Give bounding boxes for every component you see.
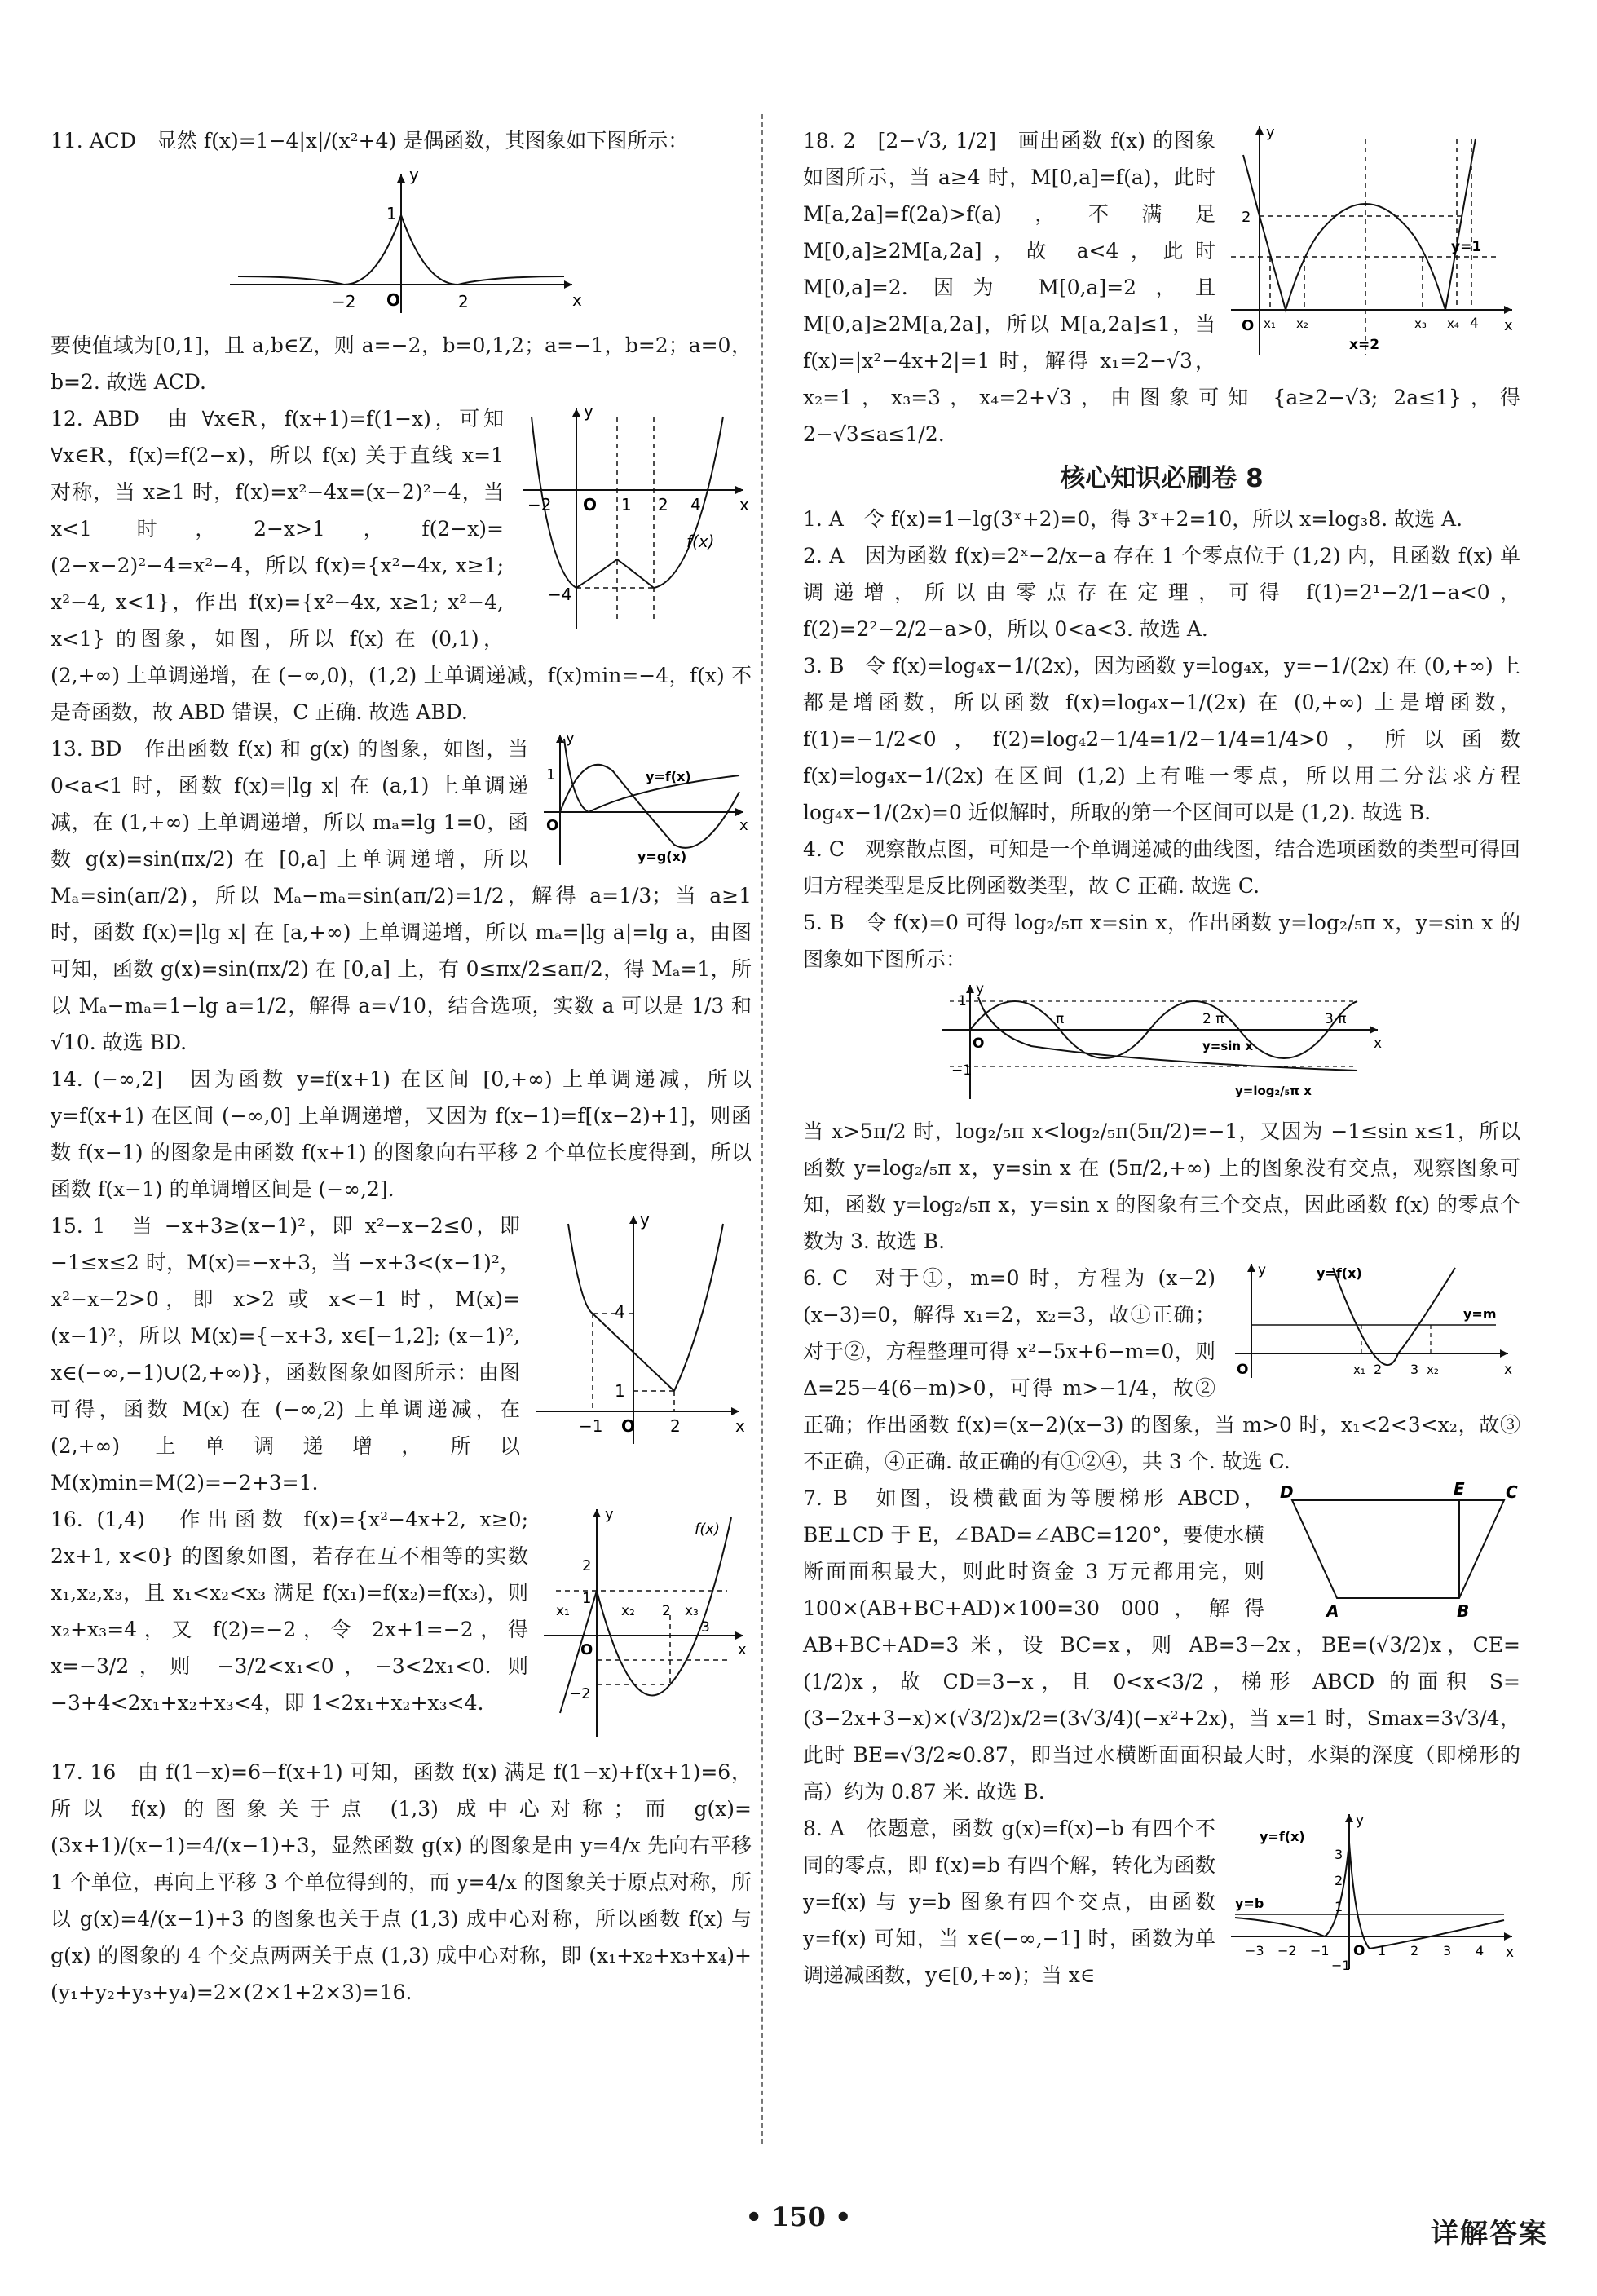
figure-13 [540, 731, 752, 872]
page-number: • 150 • [745, 2201, 852, 2232]
tick-label: −1 [1310, 1943, 1330, 1958]
figure-5 [803, 981, 1520, 1106]
curve-label: f(x) [695, 1521, 721, 1538]
graph-13 [540, 731, 752, 869]
problem-11: 11. ACD 显然 f(x)=1−4|x|/(x²+4) 是偶函数，其图象如下图所示： [51, 129, 689, 152]
tick-label: 4 [615, 1302, 625, 1322]
tick-label: −4 [548, 585, 572, 604]
curve-label: y=f(x) [646, 769, 691, 784]
curve-label: y=f(x) [1317, 1265, 1362, 1281]
line-label: y=1 [1451, 239, 1482, 255]
tick-label: 2 [1374, 1362, 1383, 1377]
problem-14: 14. (−∞,2] 因为函数 y=f(x+1) 在区间 [0,+∞) 上单调递减，所以 y=f(x+1) 在区间 (−∞,0] 上单调递增，又因为 f(x−1)=f[(x−2)+1]，则函数 f(x−1) 的图象是由函数 f(x+1) 的图象向右平移 2 个单位长度得到，所以函数 f(x−1) 的单调增区间是 (−∞,2]. [51, 1067, 752, 1201]
axis-y-label: y [976, 981, 985, 997]
point-label: x₃ [685, 1603, 699, 1619]
tick-label: 3 [1443, 1943, 1452, 1958]
problem-12: 12. ABD 由 ∀x∈R，f(x+1)=f(1−x)，可知 ∀x∈R，f(x)=f(2−x)，所以 f(x) 关于直线 x=1 对称，当 x≥1 时，f(x)=x²−4x=(x−2)²−4，当 x<1 时，2−x>1，f(2−x)=(2−x−2)²−4=x²−4，所以 f(x)={x²−4x, x≥1; x²−4, x<1}，作出 f(x)={x²−4x, x≥1; x²−4, x<1} 的图象，如图，所以 f(x) 在 (0,1)，(2,+∞) 上单调递增，在 (−∞,0)，(1,2) 上单调递减，f(x)min=−4，f(x) 不是奇函数，故 ABD 错误，C 正确. 故选 ABD. [51, 407, 752, 724]
tick-label: 1 [582, 1590, 592, 1607]
problem-15-block [51, 1208, 752, 1501]
curve-label: y=sin x [1202, 1039, 1253, 1053]
origin-label: O [583, 495, 598, 514]
origin-label: O [1242, 317, 1255, 334]
tick-label: 1 [958, 993, 967, 1009]
answer-4: 4. C 观察散点图，可知是一个单调递减的曲线图，结合选项函数的类型可得回归方程类型是反比例函数类型，故 C 正确. 故选 C. [803, 837, 1520, 898]
vertex-label: C [1506, 1482, 1518, 1502]
axis-y-label: y [640, 1210, 650, 1230]
axis-y-label: y [584, 401, 593, 421]
origin-label: O [973, 1035, 985, 1052]
vertex-label: A [1326, 1601, 1339, 1618]
tick-label: 1 [621, 495, 632, 514]
point-label: x₃ [1414, 316, 1427, 331]
figure-11 [51, 162, 752, 320]
tick-label: 2 [1242, 209, 1251, 226]
tick-label: −2 [332, 292, 356, 311]
axis-y-label: y [409, 165, 419, 184]
axis-y-label: y [566, 731, 575, 747]
graph-8 [1227, 1810, 1520, 1973]
line-label: y=b [1235, 1896, 1264, 1911]
point-label: x₂ [1296, 316, 1308, 331]
figure-6 [1227, 1260, 1520, 1385]
vertex-label: D [1280, 1482, 1294, 1502]
left-column [51, 122, 752, 2011]
answer-1: 1. A 令 f(x)=1−lg(3ˣ+2)=0，得 3ˣ+2=10，所以 x=log₃8. 故选 A. [803, 507, 1463, 531]
problem-13-block [51, 731, 752, 1061]
trapezoid-figure [1276, 1480, 1520, 1618]
curve-label: y=f(x) [1260, 1829, 1305, 1844]
tick-label: 3 π [1325, 1011, 1347, 1027]
line-label: y=m [1463, 1306, 1497, 1322]
graph-18 [1227, 122, 1520, 359]
tick-label: 2 [1335, 1873, 1343, 1888]
axis-x-label: x [739, 817, 748, 834]
answer-5: 5. B 令 f(x)=0 可得 log₂/₅π x=sin x，作出函数 y=log₂/₅π x，y=sin x 的图象如下图所示： [803, 911, 1520, 971]
axis-y-label: y [1356, 1813, 1365, 1829]
tick-label: 1 [386, 204, 397, 223]
tick-label: −3 [1245, 1943, 1264, 1958]
axis-y-label: y [605, 1506, 614, 1523]
problem-13: 13. BD 作出函数 f(x) 和 g(x) 的图象，如图，当 0<a<1 时，函数 f(x)=|lg x| 在 (a,1) 上单调递减，在 (1,+∞) 上单调递增，所以 mₐ=lg 1=0，函数 g(x)=sin(πx/2) 在 [0,a] 上单调递增，所以 Mₐ=sin(aπ/2)，所以 Mₐ−mₐ=sin(aπ/2)=1/2，解得 a=1/3；当 a≥1 时，函数 f(x)=|lg x| 在 [a,+∞) 上单调递增，所以 mₐ=|lg a|=lg a，由图可知，函数 g(x)=sin(πx/2) 在 [0,a] 上，有 0≤πx/2≤aπ/2，得 Mₐ=1，所以 Mₐ−mₐ=1−lg a=1/2，解得 a=√10，结合选项，实数 a 可以是 1/3 和 √10. 故选 BD. [51, 737, 752, 1054]
problem-16: 16. (1,4) 作出函数 f(x)={x²−4x+2, x≥0; 2x+1, x<0} 的图象如图，若存在互不相等的实数 x₁,x₂,x₃，且 x₁<x₂<x₃ 满足 f(x₁)=f(x₂)=f(x₃)，则 x₂+x₃=4，又 f(2)=−2，令 2x+1=−2，得 x=−3/2，则 −3/2<x₁<0，−3<2x₁<0. 则 −3+4<2x₁+x₂+x₃<4，即 1<2x₁+x₂+x₃<4. [51, 1508, 528, 1715]
problem-18-block [803, 122, 1520, 453]
figure-15 [532, 1208, 752, 1455]
axis-x-label: x [1506, 1945, 1515, 1961]
point-label: x₂ [621, 1603, 635, 1619]
origin-label: O [580, 1641, 593, 1658]
origin-label: O [1353, 1943, 1365, 1959]
tick-label: 2 [582, 1557, 592, 1574]
tick-label: 1 [1378, 1943, 1387, 1958]
curve-label: f(x) [686, 532, 715, 551]
axis-x-label: x [1504, 1362, 1513, 1378]
tick-label: −2 [1277, 1943, 1297, 1958]
tick-label: −1 [579, 1416, 603, 1436]
problem-16-block [51, 1501, 752, 1721]
figure-18 [1227, 122, 1520, 362]
origin-label: O [1237, 1362, 1249, 1378]
tick-label: 1 [615, 1381, 625, 1401]
axis-y-label: y [1266, 124, 1275, 141]
tick-label: 3 [701, 1619, 710, 1636]
answer-8-block [803, 1810, 1520, 1994]
point-label: x₁ [1353, 1362, 1365, 1377]
tick-label: 1 [546, 766, 556, 784]
point-label: x₄ [1447, 316, 1459, 331]
tick-label: 2 [1410, 1943, 1419, 1958]
graph-11 [214, 162, 589, 317]
tick-label: −2 [527, 495, 552, 514]
column-divider [761, 114, 763, 2144]
tick-label: 2 [670, 1416, 681, 1436]
tick-label: −2 [569, 1685, 591, 1702]
tick-label: −1 [951, 1062, 973, 1079]
axis-x-label: x [735, 1416, 745, 1436]
figure-7 [1276, 1480, 1520, 1622]
origin-label: O [386, 290, 401, 310]
tick-label: 4 [1470, 316, 1479, 332]
tick-label: 2 [458, 292, 469, 311]
answer-7: 7. B 如图，设横截面为等腰梯形 ABCD，BE⊥CD 于 E，∠BAD=∠ABC=120°，要使水横断面面积最大，则此时资金 3 万元都用完，则 100×(AB+BC+AD)×100=30 000，解得 AB+BC+AD=3 米，设 BC=x，则 AB=3−2x，BE=(√3/2)x，CE=(1/2)x，故 CD=3−x，且 0<x<3/2，梯形 ABCD 的面积 S=(3−2x+3−x)×(√3/2)x/2=(3√3/4)(−x²+2x)，当 x=1 时，Smax=3√3/4，此时 BE=√3/2≈0.87，即当过水横断面面积最大时，水渠的深度（即梯形的高）约为 0.87 米. 故选 B. [803, 1486, 1520, 1804]
answer-5-conclusion: 当 x>5π/2 时，log₂/₅π x<log₂/₅π(5π/2)=−1，又因为 −1≤sin x≤1，所以函数 y=log₂/₅π x，y=sin x 在 (5π/2,+∞) 上的图象没有交点，观察图象可知，函数 y=log₂/₅π x，y=sin x 的图象有三个交点，因此函数 f(x) 的零点个数为 3. 故选 B. [803, 1119, 1520, 1253]
answer-2: 2. A 因为函数 f(x)=2ˣ−2/x−a 存在 1 个零点位于 (1,2) 内，且函数 f(x) 单调递增，所以由零点存在定理，可得 f(1)=2¹−2/1−a<0，f(2)=2²−2/2−a>0，所以 0<a<3. 故选 A. [803, 544, 1520, 641]
origin-label: O [546, 817, 559, 834]
axis-x-label: x [738, 1641, 747, 1658]
problem-17: 17. 16 由 f(1−x)=6−f(x+1) 可知，函数 f(x) 满足 f(1−x)+f(x+1)=6，所以 f(x) 的图象关于点 (1,3) 成中心对称；而 g(x)=(3x+1)/(x−1)=4/(x−1)+3，显然函数 g(x) 的图象是由 y=4/x 先向右平移 1 个单位，再向上平移 3 个单位得到的，而 y=4/x 的图象关于原点对称，所以 g(x)=4/(x−1)+3 的图象也关于点 (1,3) 成中心对称，所以函数 f(x) 与 g(x) 的图象的 4 个交点两两关于点 (1,3) 成中心对称，即 (x₁+x₂+x₃+x₄)+(y₁+y₂+y₃+y₄)=2×(2×1+2×3)=16. [51, 1760, 752, 2004]
figure-8 [1227, 1810, 1520, 1976]
origin-label: O [621, 1416, 636, 1436]
figure-16 [540, 1501, 752, 1749]
tick-label: 2 π [1202, 1011, 1224, 1027]
point-label: x₁ [556, 1603, 570, 1619]
graph-16 [540, 1501, 752, 1746]
graph-6 [1227, 1260, 1520, 1382]
answer-6-block [803, 1260, 1520, 1480]
axis-x-label: x [739, 495, 749, 514]
section-title: 核心知识必刷卷 8 [1060, 464, 1264, 493]
tick-label: 2 [662, 1603, 671, 1619]
tick-label: 3 [1335, 1847, 1343, 1862]
footer-label: 详解答案 [1431, 2218, 1548, 2250]
graph-5 [933, 981, 1390, 1103]
vertex-label: B [1457, 1601, 1470, 1618]
vertex-label: E [1454, 1480, 1465, 1499]
graph-15 [532, 1208, 752, 1452]
answer-6: 6. C 对于①，m=0 时，方程为 (x−2)(x−3)=0，解得 x₁=2，x₂=3，故①正确；对于②，方程整理可得 x²−5x+6−m=0，则 Δ=25−4(6−m)>0，可得 m>−1/4，故②正确；作出函数 f(x)=(x−2)(x−3) 的图象，当 m>0 时，x₁<2<3<x₂，故③不正确，④正确. 故正确的有①②④，共 3 个. 故选 C. [803, 1266, 1520, 1473]
point-label: x₁ [1264, 316, 1276, 331]
answer-7-block [803, 1480, 1520, 1810]
tick-label: π [1056, 1011, 1065, 1027]
axis-x-label: x [572, 290, 582, 310]
tick-label: 4 [690, 495, 701, 514]
problem-12-block [51, 400, 752, 731]
answer-8: 8. A 依题意，函数 g(x)=f(x)−b 有四个不同的零点，即 f(x)=b 有四个解，转化为函数 y=f(x) 与 y=b 图象有四个交点，由函数 y=f(x) 可知，当 x∈(−∞,−1] 时，函数为单调递减函数，y∈[0,+∞)；当 x∈ [803, 1817, 1215, 1987]
tick-label: 2 [658, 495, 668, 514]
tick-label: −1 [1331, 1958, 1351, 1973]
line-label: x=2 [1349, 337, 1380, 353]
figure-12 [515, 400, 752, 640]
axis-y-label: y [1258, 1262, 1267, 1278]
tick-label: 1 [1335, 1899, 1343, 1914]
tick-label: 4 [1476, 1943, 1485, 1958]
tick-label: 3 [1410, 1362, 1419, 1377]
axis-x-label: x [1374, 1035, 1383, 1052]
right-column [803, 122, 1520, 1994]
problem-11-conclusion: 要使值域为[0,1]，且 a,b∈Z，则 a=−2，b=0,1,2；a=−1，b=2；a=0，b=2. 故选 ACD. [51, 333, 752, 394]
curve-label: y=g(x) [637, 849, 687, 864]
curve-label: y=log₂/₅π x [1235, 1084, 1312, 1098]
point-label: x₂ [1427, 1362, 1439, 1377]
axis-x-label: x [1504, 317, 1513, 334]
graph-12 [515, 400, 752, 637]
problem-18: 18. 2 [2−√3, 1/2] 画出函数 f(x) 的图象如图所示，当 a≥4 时，M[0,a]=f(a)，此时 M[a,2a]=f(2a)>f(a)，不满足 M[0,a]≥2M[a,2a]，故 a<4，此时 M[0,a]=2. 因为 M[0,a]=2，且 M[0,a]≥2M[a,2a]，所以 M[a,2a]≤1，当 f(x)=|x²−4x+2|=1 时，解得 x₁=2−√3，x₂=1，x₃=3，x₄=2+√3，由图象可知 {a≥2−√3; 2a≤1}，得 2−√3≤a≤1/2. [803, 129, 1520, 446]
problem-15: 15. 1 当 −x+3≥(x−1)²，即 x²−x−2≤0，即 −1≤x≤2 时，M(x)=−x+3，当 −x+3<(x−1)²，x²−x−2>0，即 x>2 或 x<−1 时，M(x)=(x−1)²，所以 M(x)={−x+3, x∈[−1,2]; (x−1)², x∈(−∞,−1)∪(2,+∞)}，函数图象如图所示：由图可得，函数 M(x) 在 (−∞,2) 上单调递减，在 (2,+∞) 上单调递增，所以 M(x)min=M(2)=−2+3=1. [51, 1214, 520, 1495]
answer-3: 3. B 令 f(x)=log₄x−1/(2x)，因为函数 y=log₄x，y=−1/(2x) 在 (0,+∞) 上都是增函数，所以函数 f(x)=log₄x−1/(2x) 在 (0,+∞) 上是增函数，f(1)=−1/2<0，f(2)=log₄2−1/4=1/2−1/4=1/4>0，所以函数 f(x)=log₄x−1/(2x) 在区间 (1,2) 上有唯一零点，所以用二分法求方程 log₄x−1/(2x)=0 近似解时，所取的第一个区间可以是 (1,2). 故选 B. [803, 654, 1520, 824]
